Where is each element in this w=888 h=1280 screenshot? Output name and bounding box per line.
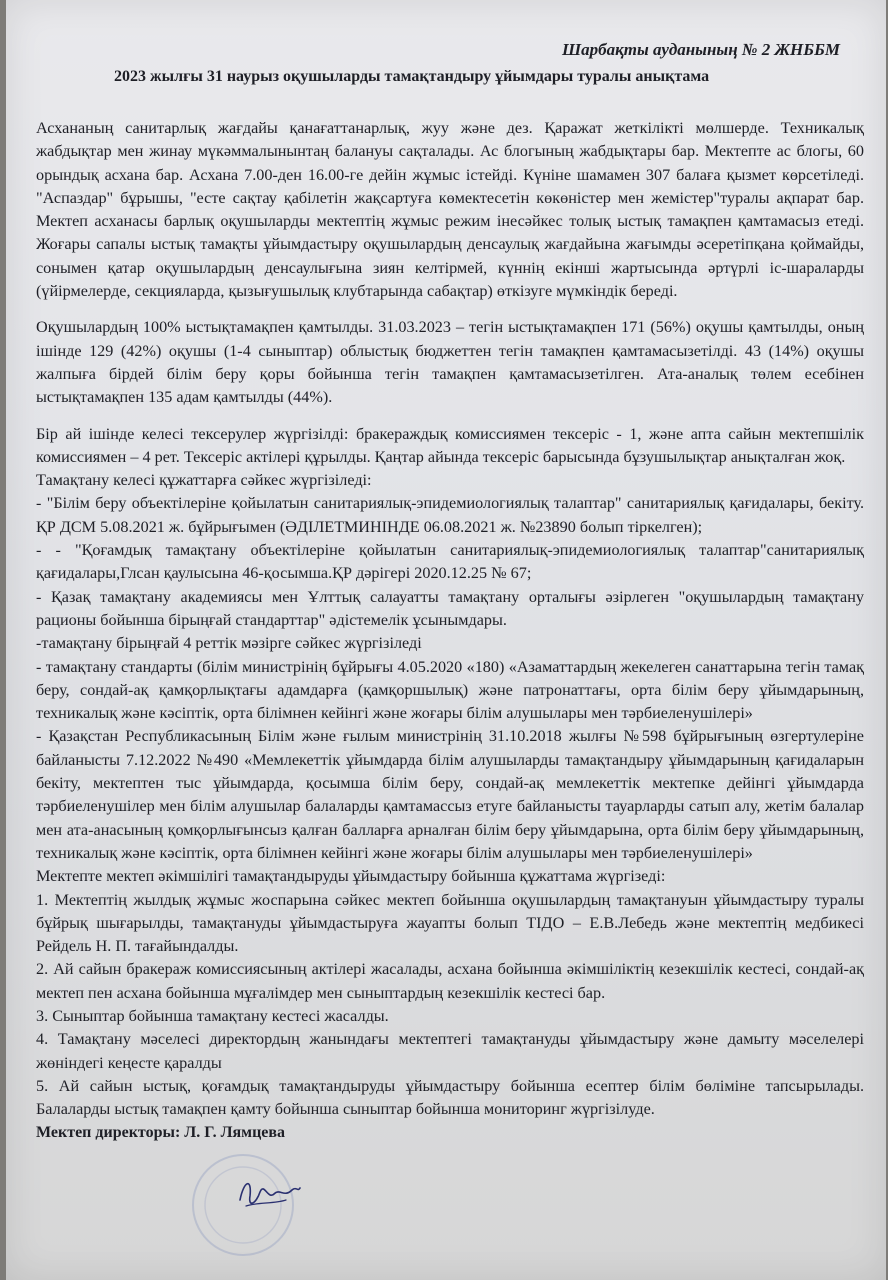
list-item-document: - "Білім беру объектілеріне қойылатын санитариялық-эпидемиологиялық талаптар" санитариялық қағидалары, бекіту. ҚР ДСМ 5.08.2021 ж. бұйрығымен (ӘДІЛЕТМИНІНДЕ 06.08.2021 ж. №23890 болып тіркелген); bbox=[36, 494, 864, 536]
director-signature-line: Мектеп директоры: Л. Г. Лямцева bbox=[36, 1124, 286, 1142]
paragraph-canteen-condition: Асхананың санитарлық жағдайы қанағаттанарлық, жуу және дез. Қаражат жеткілікті мөлшерде. Техникалық жабдықтар мен жинау мүкәммалынынтаң балануы сақталады. Ас блогының жабдықтары бар. Мектепте ас блогы, 60 орындық асхана бар. Асхана 7.00-ден 16.00-ге дейін жұмыс істейді. Күніне шамамен 307 балаға қызмет көрсетіледі. "Аспаздар" бұрышы, "есте сақтау қабілетін жақсартуға көмектесетін көкөністер мен жемістер"туралы ақпарат бар. Мектеп асханасы барлық оқушыларды мектептің жұмыс режим інесәйкес толық ыстық тамақпен қамтамасыз етеді. Жоғары сапалы ыстық тамақты ұйымдастыру оқушылардың денсаулық жағдайына жағымды әсеретіпқана қоймайды, сонымен қатар оқушылардың денсаулығына зиян келтірмей, күннің екінші жартысында әртүрлі іс-шараларды (үйірмелерде, секцияларда, қызығушылық клубтарында сабақтар) өткізуге мүмкіндік береді. bbox=[36, 119, 864, 301]
list-item-document: - Қазақ тамақтану академиясы мен Ұлттық салауатты тамақтану орталығы әзірлеген "оқушылардың тамақтану рационы бойынша бірыңғай стандарттар" әдістемелік ұсынымдары. bbox=[36, 587, 864, 629]
paragraph-administration-intro: Мектепте мектеп әкімшілігі тамақтандыруды ұйымдастыру бойынша құжаттама жүргізеді: bbox=[36, 867, 666, 886]
numbered-item: 1. Мектептің жылдық жұмыс жоспарына сәйкес мектеп бойынша оқушылардың тамақтануын ұйымдастыру туралы бұйрық шығарылды, тамақтануды ұйымдастыруға жауапты болып ТІДО – Е.В.Лебедь және мектептің медбикесі Рейдель Н. П. тағайындалды. bbox=[36, 890, 864, 956]
organization-name: Шарбақты ауданының № 2 ЖНББМ bbox=[562, 40, 840, 59]
document-title: 2023 жылғы 31 наурыз оқушыларды тамақтандыру ұйымдары туралы анықтама bbox=[114, 68, 710, 85]
numbered-item: 5. Ай сайын ыстық, қоғамдық тамақтандыруды ұйымдастыру бойынша есептер білім бөліміне тапсырылады. Балаларды ыстық тамақпен қамту бойынша сыныптар бойынша мониторинг жүргізілуде. bbox=[36, 1076, 864, 1119]
document-page bbox=[6, 0, 886, 1280]
paragraph-documents-intro: Тамақтану келесі құжаттарға сәйкес жүргізіледі: bbox=[36, 471, 372, 490]
paragraph-coverage-stats: Оқушылардың 100% ыстықтамақпен қамтылды. 31.03.2023 – тегін ыстықтамақпен 171 (56%) оқушы қамтылды, оның ішінде 129 (42%) оқушы (1-4 сыныптар) облыстық бюджеттен тегін тамақпен қамтамасызетілді. 43 (14%) оқушы жалпыға бірдей білім беру қоры бойынша тегін тамақпен қамтамасызетілген. Ата-аналық төлем есебінен ыстықтамақпен 135 адам қамтылды (44%). bbox=[36, 318, 864, 407]
list-item-document: - Қазақстан Республикасының Білім және ғылым министрінің 31.10.2018 жылғы №598 бұйрығының өзгертулеріне байланысты 7.12.2022 №490 «Мемлекеттік ұйымдарда білім алушыларды тамақтандыру ұйымдарының қағидаларын бекіту, мектептен тыс ұйымдарда, қосымша білім беру, сондай-ақ мемлекеттік мектепке дейінгі ұйымдарда тәрбиеленушілер мен білім алушылар балаларды қамтамассыз етуге байланысты тауарларды сатып алу, жетім балалар мен ата-анасының қомқорлығынсыз қалған балларға арналған білім беру ұйымдарына, орта білім беру ұйымдарының, техникалық және кәсіптік, орта білімнен кейінгі және жоғары білім алушылары мен тәрбиеленушілері» bbox=[36, 727, 864, 862]
paragraph-inspections: Бір ай ішінде келесі тексерулер жүргізілді: бракераждық комиссиямен тексеріс - 1, және апта сайын мектепшілік комиссиямен – 4 рет. Тексеріс актілері құрылды. Қаңтар айында тексеріс барысында бұзушылықтар анықталған жоқ. bbox=[36, 424, 864, 466]
numbered-item: 3. Сыныптар бойынша тамақтану кестесі жасалды. bbox=[36, 1006, 389, 1025]
handwritten-signature-icon bbox=[234, 1170, 304, 1216]
list-item-document: - - "Қоғамдық тамақтану объектілеріне қойылатын санитариялық-эпидемиологиялық талаптар"санитариялық қағидалары,Глсан қаулысына 46-қосымша.ҚР дәрігері 2020.12.25 № 67; bbox=[36, 541, 864, 583]
document-body bbox=[36, 117, 864, 1145]
list-item-document: -тамақтану бірыңғай 4 реттік мәзірге сәйкес жүргізіледі bbox=[36, 634, 422, 653]
list-item-document: - тамақтану стандарты (білім министрінің бұйрығы 4.05.2020 «180) «Азаматтардың жекелеген санаттарына тегін тамақ беру, сондай-ақ қамқорлықтағы адамдарға (қамқоршылық) және патронаттағы, орта білім беру ұйымдарының, техникалық және кәсіптік, орта білімнен кейінгі және жоғары білім алушылары мен тәрбиеленушілері» bbox=[36, 657, 864, 723]
numbered-item: 4. Тамақтану мәселесі директордың жанындағы мектептегі тамақтануды ұйымдастыру және дамыту мәселелері жөніндегі кеңесте қаралды bbox=[36, 1030, 864, 1072]
numbered-item: 2. Ай сайын бракераж комиссиясының актілері жасалады, асхана бойынша әкімшіліктің кезекшілік кестесі, сондай-ақ мектеп пен асхана бойынша мұғалімдер мен сыныптардың кезекшілік кестесі бар. bbox=[36, 960, 864, 1002]
